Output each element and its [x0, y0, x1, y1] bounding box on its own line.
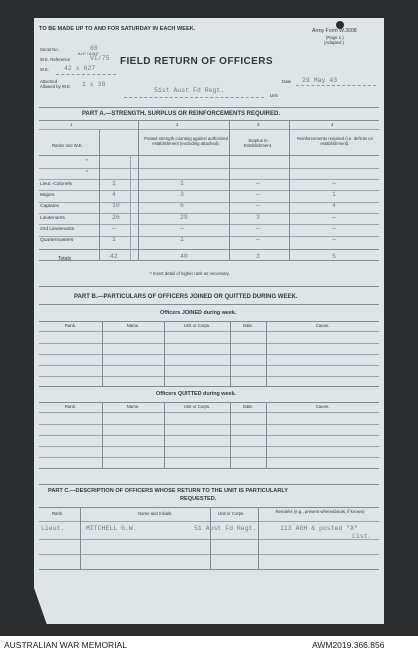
- total-we: 42: [110, 253, 118, 261]
- top-instruction: TO BE MADE UP TO AND FOR SATURDAY IN EACH WEEK.: [39, 26, 196, 32]
- joined-title: Officers JOINED during week.: [160, 310, 237, 316]
- column-header: Cause.: [315, 404, 330, 409]
- part-c-col-unit: Unit or Corps.: [218, 511, 245, 516]
- column-header: Unit or Corps.: [183, 323, 211, 328]
- we-value: 42 x 627: [64, 65, 96, 72]
- rank-label: *: [86, 170, 88, 176]
- allowed-label: Allowed by W.E.: [40, 84, 72, 89]
- reinforcements-count: —: [332, 179, 336, 187]
- part-c-entry-remarks-cont: List.: [352, 533, 372, 540]
- part-c-col-remarks: Remarks (e.g., present whereabouts, if known): [275, 509, 365, 514]
- col-head-posted: Posted strength counting against authorized establishment (excluding attached).: [144, 136, 228, 147]
- col-head-ranks: Ranks and W.E.: [52, 143, 83, 148]
- posted-strength: 29: [180, 213, 188, 221]
- serial-value: 65: [90, 45, 98, 52]
- rank-label: *: [86, 159, 88, 164]
- column-header: Cause.: [315, 323, 330, 328]
- torn-corner: [33, 585, 47, 625]
- part-c-entry-unit: 51 Aust Fd Regt.: [194, 525, 257, 532]
- allowed-value: 1 x 38: [82, 81, 106, 88]
- quitted-title: Officers QUITTED during week.: [156, 391, 236, 397]
- part-b-title: PART B.—PARTICULARS OF OFFICERS JOINED OR QUITTED DURING WEEK.: [74, 294, 298, 300]
- col-num-3: 3: [257, 122, 260, 127]
- column-header: Rank.: [64, 404, 77, 409]
- serial-label: Serial No.: [40, 47, 59, 52]
- reinforcements-count: 1: [332, 190, 336, 198]
- form-reference-page: (Page 1.): [326, 35, 344, 40]
- part-a-title: PART A.—STRENGTH, SURPLUS OR REINFORCEMENTS REQUIRED.: [82, 111, 281, 117]
- surplus-count: —: [256, 236, 260, 244]
- form-page: [34, 18, 384, 624]
- we-reference-prefix: A.I.F. / A.M.F.: [78, 52, 100, 56]
- we-count: 1: [112, 179, 116, 187]
- surplus-count: —: [256, 190, 260, 198]
- rank-label: Lieut.-Colonels: [40, 181, 72, 187]
- part-c-entry-rank: Lieut.: [41, 525, 65, 532]
- form-reference: Army Form W.3008: [312, 28, 357, 34]
- rank-label: Quartermasters: [40, 238, 74, 244]
- unit-value: 51st Aust Fd Regt.: [154, 87, 225, 94]
- posted-strength: —: [180, 224, 184, 232]
- rank-label: 2nd Lieutenants: [40, 226, 75, 232]
- posted-strength: 1: [180, 179, 184, 187]
- totals-label: Totals: [58, 256, 72, 263]
- column-header: Name.: [126, 404, 140, 409]
- we-count: —: [112, 224, 116, 232]
- reinforcements-count: 4: [332, 202, 336, 210]
- we-count: 1: [112, 236, 116, 244]
- column-header: Date.: [242, 404, 254, 409]
- surplus-count: —: [256, 179, 260, 187]
- col-head-reinforcements: Reinforcements required (i.e. deficits on establishment).: [297, 136, 373, 147]
- total-surplus: 3: [256, 253, 260, 261]
- posted-strength: 1: [180, 236, 184, 244]
- total-reinforcements: 5: [332, 253, 336, 261]
- form-reference-adapted: (Adapted.): [324, 40, 345, 45]
- col-num-2: 2: [176, 122, 179, 127]
- rank-label: Captains: [40, 204, 59, 210]
- form-title: FIELD RETURN OF OFFICERS: [120, 56, 273, 67]
- surplus-count: 3: [256, 213, 260, 221]
- footer-accession-number: AWM2019.366.856: [312, 640, 385, 650]
- reinforcements-count: —: [332, 224, 336, 232]
- part-c-title-line1: PART C.—DESCRIPTION OF OFFICERS WHOSE RETURN TO THE UNIT IS PARTICULARLY: [48, 488, 289, 494]
- part-a-footnote: * Insert detail of higher rank as necessary.: [150, 271, 230, 276]
- surplus-count: —: [256, 224, 260, 232]
- column-header: Name.: [126, 323, 140, 328]
- posted-strength: 6: [180, 202, 184, 210]
- surplus-count: —: [256, 202, 260, 210]
- part-c-col-name: Name and Initials.: [138, 511, 173, 516]
- date-value: 29 May 43: [302, 77, 338, 84]
- unit-label: Unit: [270, 93, 278, 98]
- part-c-entry-name: MITCHELL G.W.: [86, 525, 137, 532]
- col-num-1: 1: [70, 122, 73, 127]
- we-reference-value: VI/75: [90, 55, 110, 62]
- attached-label: Attached: [40, 79, 57, 84]
- part-c-title-line2: REQUESTED.: [180, 496, 217, 502]
- reinforcements-count: —: [332, 236, 336, 244]
- rank-label: Lieutenants: [40, 215, 65, 221]
- col-num-4: 4: [331, 122, 334, 127]
- we-reference-label: W.E. Reference: [40, 57, 71, 62]
- posted-strength: 3: [180, 190, 184, 198]
- reinforcements-count: —: [332, 213, 336, 221]
- column-header: Rank.: [64, 323, 77, 328]
- col-head-surplus: Surplus to Establishment.: [243, 138, 273, 149]
- column-header: Date.: [242, 323, 254, 328]
- total-posted: 40: [180, 253, 188, 261]
- we-count: 4: [112, 190, 116, 198]
- footer-credit: AUSTRALIAN WAR MEMORIAL: [4, 640, 127, 650]
- part-c-entry-remarks: 113 AGH & posted "X": [280, 525, 359, 532]
- column-header: Unit or Corps.: [183, 404, 211, 409]
- date-label: Date: [282, 79, 292, 84]
- we-count: 26: [112, 213, 120, 221]
- we-label: W.E.: [40, 67, 50, 72]
- we-count: 10: [112, 202, 120, 210]
- rank-label: Majors: [40, 192, 55, 198]
- part-c-col-rank: Rank.: [52, 511, 64, 516]
